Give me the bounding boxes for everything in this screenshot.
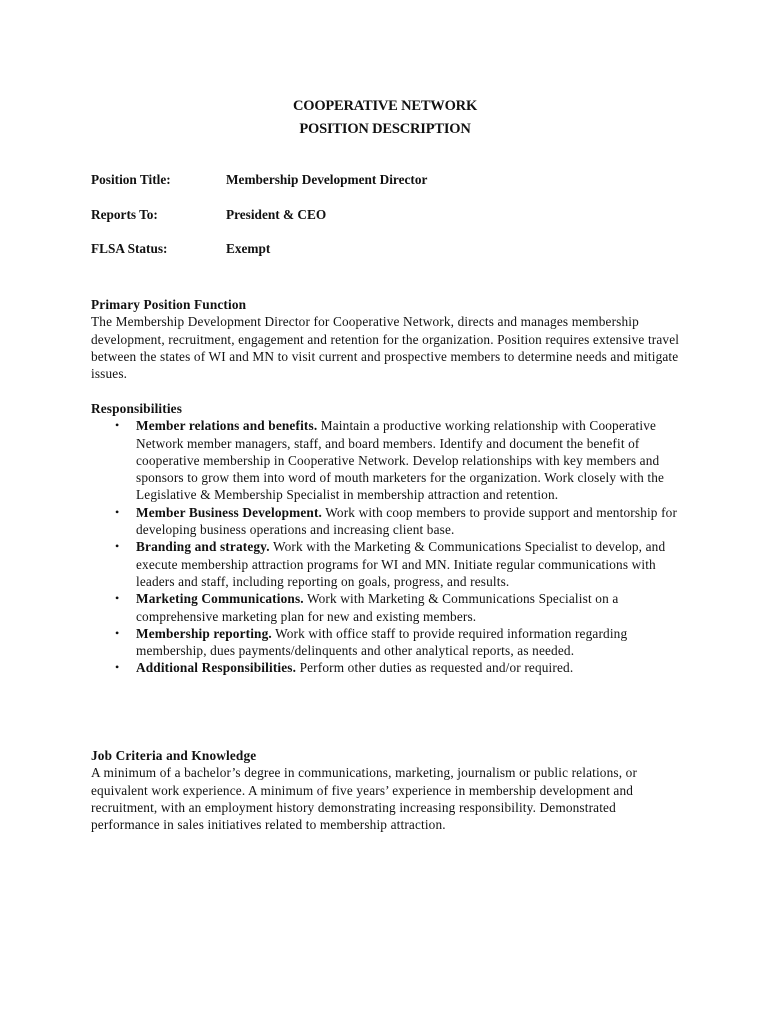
item-text: Perform other duties as requested and/or required.	[296, 660, 574, 676]
title-line-organization: COOPERATIVE NETWORK	[292, 98, 478, 114]
list-item	[91, 590, 683, 625]
bullet-icon: •	[115, 660, 120, 675]
item-lead: Member relations and benefits.	[136, 418, 318, 434]
info-label: Position Title:	[91, 172, 171, 187]
item-lead: Additional Responsibilities.	[136, 660, 297, 676]
item-lead: Membership reporting.	[136, 625, 272, 641]
item-text: Maintain a productive working relationship with Cooperative Network member managers, staff, and board members. Identify and document the benefit of cooperative membership in Cooperative Network. Develop relationships with key members and sponsors to grow them into word of mouth marketers for the organization. Work closely with the Legislative & Membership Specialist in membership attraction and retention.	[136, 418, 665, 503]
info-value: Exempt	[226, 241, 271, 256]
item-text: Work with coop members to provide support and mentorship for developing business operations and increasing client base.	[136, 504, 678, 538]
info-value: Membership Development Director	[226, 172, 428, 187]
item-text: Work with Marketing & Communications Specialist on a comprehensive marketing plan for new and existing members.	[136, 591, 619, 624]
bullet-icon: •	[115, 591, 120, 606]
section-heading: Primary Position Function	[91, 297, 247, 312]
section-heading: Job Criteria and Knowledge	[91, 748, 257, 763]
document-title	[0, 95, 770, 141]
info-label: FLSA Status:	[91, 241, 168, 256]
section-body: The Membership Development Director for Cooperative Network, directs and manages membership development, recruitment, engagement and retention for the organization. Position requires extensive travel between the states of WI and MN to visit current and prospective members to determine needs and mitigate issues.	[91, 314, 680, 382]
primary-function-section	[91, 296, 683, 382]
list-item	[91, 417, 683, 503]
bullet-icon: •	[115, 625, 120, 640]
item-lead: Member Business Development.	[136, 504, 323, 520]
info-row-reports-to	[91, 207, 651, 242]
position-info-table	[91, 172, 651, 276]
item-text: Work with office staff to provide required information regarding membership, dues payments/delinquents and other analytical reports, as needed.	[136, 625, 628, 659]
list-item	[91, 659, 683, 676]
list-item	[91, 625, 683, 660]
responsibilities-list	[91, 417, 683, 676]
section-body: A minimum of a bachelor’s degree in communications, marketing, journalism or public relations, or equivalent work experience. A minimum of five years’ experience in membership development and recruitment, with an employment history demonstrating increasing responsibility. Demonstrated performance in sales initiatives related to membership attraction.	[91, 765, 638, 833]
responsibilities-section	[91, 400, 683, 677]
info-value: President & CEO	[226, 206, 327, 222]
info-row-flsa-status	[91, 241, 651, 276]
list-item	[91, 504, 683, 539]
section-heading: Responsibilities	[91, 401, 183, 416]
item-lead: Branding and strategy.	[136, 539, 270, 555]
item-text: Work with the Marketing & Communications Specialist to develop, and execute membership attraction programs for WI and MN. Initiate regular communications with leaders and staff, including reporting on goals, progress, and results.	[136, 539, 666, 589]
title-line-doc-type: POSITION DESCRIPTION	[299, 121, 471, 137]
list-item	[91, 538, 683, 590]
info-row-position-title	[91, 172, 651, 207]
bullet-icon: •	[115, 539, 120, 554]
item-lead: Marketing Communications.	[136, 591, 304, 607]
info-label: Reports To:	[91, 206, 158, 222]
bullet-icon: •	[115, 504, 120, 519]
job-criteria-section	[91, 747, 683, 833]
bullet-icon: •	[115, 418, 120, 433]
